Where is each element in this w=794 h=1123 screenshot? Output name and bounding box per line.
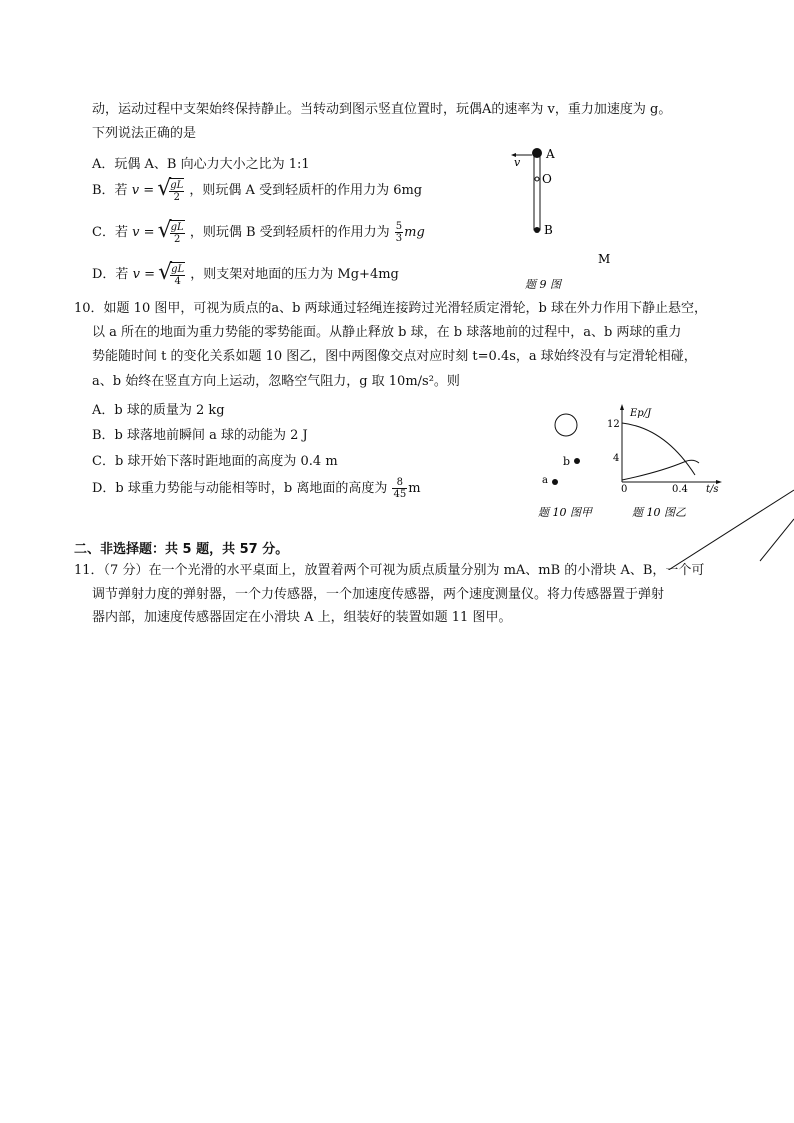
q10-option-b: B．b 球落地前瞬间 a 球的动能为 2 J [92,428,308,443]
q9-label-a: A [546,147,555,161]
q10-stem-line4: a、b 始终在竖直方向上运动，忽略空气阻力，g 取 10m/s²。则 [92,374,460,389]
q10-label-a: a [542,475,548,486]
q10-tick-0: 0 [621,484,628,495]
q9-option-a: A．玩偶 A、B 向心力大小之比为 1:1 [92,157,310,172]
q9-option-c-unit: mg [404,225,425,240]
q10-tick-4: 4 [613,453,620,464]
q10-option-d-num: 8 [392,477,407,489]
q10-stem-line3: 势能随时间 t 的变化关系如题 10 图乙，图中两图像交点对应时刻 t=0.4s，a 球始终没有与定滑轮相碰， [92,349,697,364]
q10-ball-b [574,458,580,464]
q9-ball-b [534,227,540,233]
q9-option-c-fden: 3 [395,233,403,244]
q10-curve-b [622,423,695,475]
q9-option-d-den: 4 [174,276,181,287]
q10-pulley [555,414,577,436]
q9-option-b-eq: = [139,183,155,198]
q10-option-a: A．b 球的质量为 2 kg [92,403,225,418]
q9-option-d [92,262,399,287]
q9-label-b: B [544,223,553,237]
q11-stem-line2: 调节弹射力度的弹射器，一个力传感器，一个加速度传感器，两个速度测量仪。将力传感器置于弹射 [92,587,665,602]
q10-option-d-den: 45 [393,489,407,500]
q9-label-m: M [598,252,611,266]
q9-option-c-fraction [395,221,403,244]
q9-option-d-sqrt [159,262,186,287]
q9-option-d-text: ，则支架对地面的压力为 Mg+4mg [190,267,399,282]
q9-figure [505,142,635,292]
q9-option-b-text: ，则玩偶 A 受到轻质杆的作用力为 6mg [189,183,423,198]
q9-ball-a [532,148,542,158]
q9-stem-line2: 下列说法正确的是 [92,126,197,141]
q10-curve-a [622,460,699,480]
q9-option-c [92,220,425,245]
q11-stem-line1: 11．（7 分）在一个光滑的水平桌面上，放置着两个可视为质点质量分别为 mA、mB 的小滑块 A、B，一个可 [74,563,705,578]
q9-stem-line1: 动，运动过程中支架始终保持静止。当转动到图示竖直位置时，玩偶A的速率为 v，重力加速度为 g。 [92,102,672,117]
q9-option-b-var: v [131,183,140,198]
q10-stem-line1: 10．如题 10 图甲，可视为质点的a、b 两球通过轻绳连接跨过光滑轻质定滑轮，b 球在外力作用下静止悬空， [74,301,708,316]
q10-option-c: C．b 球开始下落时距地面的高度为 0.4 m [92,454,338,469]
q10-y-label: Ep/J [630,408,652,419]
q11-stem-line3: 器内部，加速度传感器固定在小滑块 A 上，组装好的装置如题 11 图甲。 [92,610,512,625]
q10-option-d-text: D．b 球重力势能与动能相等时，b 离地面的高度为 [92,481,388,496]
q9-pivot-o [535,177,539,181]
q10-tick-12: 12 [607,419,620,430]
q10-caption-a: 题 10 图甲 [538,506,592,519]
q9-option-b-sqrt [158,178,185,203]
q9-option-c-sqrt [159,220,186,245]
q9-option-b-prefix: B．若 [92,183,128,198]
q9-option-c-den: 2 [173,234,181,245]
section2-heading: 二、非选择题：共 5 题，共 57 分。 [74,542,289,557]
q9-option-c-num: √ gL [170,222,184,233]
q9-label-o: O [542,172,552,186]
stray-line [758,515,794,565]
q9-label-v: v [514,156,521,169]
q9-option-d-var: v [132,267,140,282]
q10-tick-04: 0.4 [672,484,688,495]
q10-label-b: b [563,455,571,468]
q9-option-c-var: v [132,225,140,240]
q10-ball-a [552,479,558,485]
q9-option-d-num: √ gL [171,264,185,275]
q9-option-b-num: √ gL [170,180,184,191]
q9-option-c-eq: = [139,225,155,240]
q9-option-d-prefix: D．若 [92,267,129,282]
q9-option-b [92,178,422,203]
q10-option-d-fraction [392,477,407,500]
q9-option-b-den: 2 [173,192,180,203]
q9-caption: 题 9 图 [525,278,561,291]
q9-option-c-fnum: 5 [395,221,403,232]
q9-option-c-text: ，则玩偶 B 受到轻质杆的作用力为 [189,225,390,240]
q10-y-arrow [620,404,624,410]
q10-caption-b: 题 10 图乙 [632,506,686,519]
q10-stem-line2: 以 a 所在的地面为重力势能的零势能面。从静止释放 b 球，在 b 球落地前的过程中，a、b 两球的重力 [92,325,682,340]
q10-option-d-unit: m [408,481,421,496]
q9-rod [534,152,540,230]
q9-option-d-eq: = [139,267,155,282]
q10-option-d [92,477,421,500]
q10-x-label: t/s [706,484,719,495]
q9-option-c-prefix: C．若 [92,225,128,240]
